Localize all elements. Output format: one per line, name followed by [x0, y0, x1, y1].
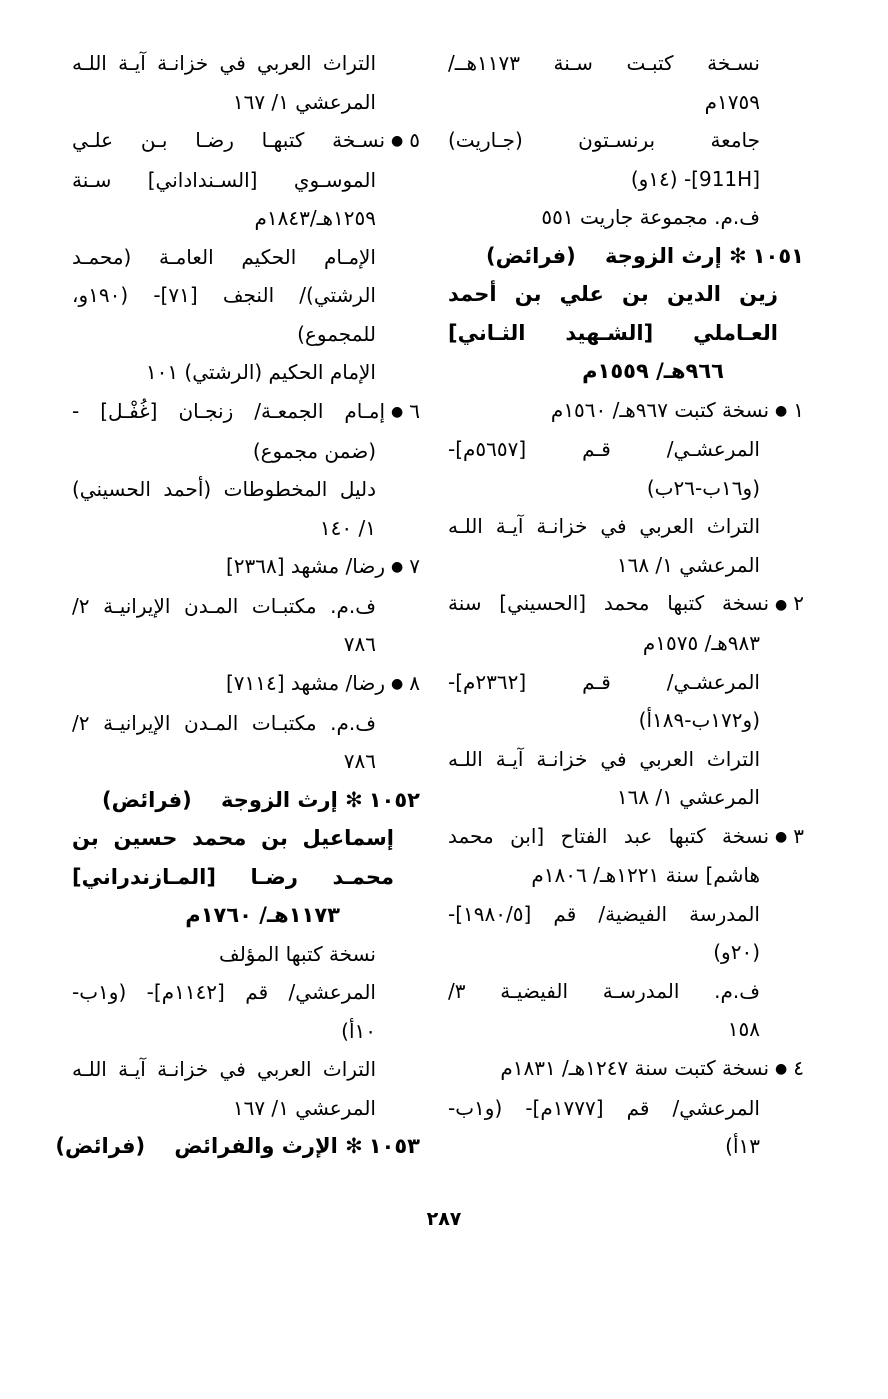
copy-item-1 — [448, 391, 804, 431]
text-line: [911H]- (١٤و) — [630, 166, 760, 191]
right-column — [448, 44, 804, 1166]
copy-item-4 — [448, 1049, 804, 1089]
text-line: المرعشي ١/ ١٦٨ — [616, 785, 760, 809]
item-text: رضا/ مشهد [٧١١٤] — [225, 670, 386, 695]
entry-title: إرث الزوجة — [221, 787, 338, 812]
text-line: ١٧٥٩م — [704, 89, 760, 114]
text-line: (و١٧٢ب-١٨٩أ) — [638, 708, 760, 732]
text-line: نسـخة كتبـت سـنة ١١٧٣هــ/ — [448, 51, 760, 75]
author-line: إسماعيل بن محمد حسين بن — [72, 826, 394, 850]
author-line: محمـد رضـا [المـازندراني] — [72, 864, 394, 889]
bullet-icon: ● — [775, 828, 788, 845]
text-line: (ضمن مجموع) — [252, 438, 376, 463]
text-line: الموسـوي [السـنداداني] سـنة — [72, 167, 376, 192]
item-number: ٢ — [793, 591, 804, 616]
item-number: ٨ — [409, 670, 420, 695]
text-line: التراث العربي في خزانـة آيـة اللـه — [448, 746, 760, 771]
entry-heading-1052 — [72, 781, 420, 820]
item-number: ٤ — [793, 1055, 804, 1080]
bullet-icon: ● — [775, 596, 788, 613]
text-line: المرعشي/ قم [١١٤٢م]- (و١ب- — [72, 980, 376, 1004]
text-line: ف.م. المدرسـة الفيضيـة ٣/ — [448, 978, 760, 1003]
text-line: التراث العربي في خزانـة آيـة اللـه — [72, 51, 376, 75]
text-line: المرعشي/ قم [١٧٧٧م]- (و١ب- — [448, 1095, 760, 1120]
text-line: ٧٨٦ — [343, 749, 376, 773]
text-line: المرعشـي/ قـم [٥٦٥٧م]- — [448, 437, 760, 462]
copy-item-7 — [72, 547, 420, 587]
author-dates: ١١٧٣هـ/ ١٧٦٠م — [185, 903, 340, 927]
entry-tag: (فرائض) — [102, 787, 192, 812]
text-line: نسخة كتبها المؤلف — [218, 941, 376, 966]
asterisk-mark: ✻ — [345, 1134, 363, 1158]
page-number: ٢٨٧ — [426, 1208, 462, 1230]
author-line: العـاملي [الشـهيد الثـاني] — [448, 320, 778, 345]
copy-item-3 — [448, 817, 804, 857]
entry-heading-1053 — [55, 1127, 420, 1166]
text-line: جامعة برنسـتون (جـاريت) — [448, 128, 760, 152]
text-line: ف.م. مكتبـات المـدن الإيرانيـة ٢/ — [72, 593, 376, 618]
text-line: ٧٨٦ — [343, 632, 376, 657]
bullet-icon: ● — [775, 1061, 788, 1077]
bullet-icon: ● — [775, 402, 788, 419]
text-line: المدرسة الفيضية/ قم [١٩٨٠/٥]- — [448, 901, 760, 926]
text-line: التراث العربي في خزانـة آيـة اللـه — [72, 1057, 376, 1081]
entry-number: ١٠٥٣ — [368, 1134, 420, 1158]
text-line: الرشتي)/ النجف [٧١]- (١٩٠و، — [72, 283, 376, 308]
copy-item-2 — [448, 584, 804, 624]
entry-number: ١٠٥٢ — [368, 787, 420, 812]
text-line: (٢٠و) — [713, 940, 760, 965]
item-text: نسخة كتبها عبد الفتاح [ابن محمد — [448, 823, 770, 848]
text-line: هاشم] سنة ١٢٢١هـ/ ١٨٠٦م — [531, 863, 760, 888]
item-text: رضا/ مشهد [٢٣٦٨] — [225, 554, 386, 578]
entry-tag: (فرائض) — [55, 1134, 146, 1158]
item-text: إمـام الجمعـة/ زنجـان [غُفْـل] - — [72, 398, 386, 423]
entry-tag: (فرائض) — [486, 243, 576, 268]
entry-title: إرث الزوجة — [605, 243, 722, 268]
text-line: ١٠أ) — [341, 1018, 376, 1043]
text-line: ف.م. مجموعة جاريت ٥٥١ — [541, 205, 760, 229]
copy-item-8 — [72, 664, 420, 704]
bullet-icon: ● — [391, 676, 404, 692]
text-line: المرعشي ١/ ١٦٧ — [232, 89, 376, 114]
bullet-icon: ● — [391, 133, 404, 150]
asterisk-mark: ✻ — [729, 243, 747, 268]
text-line: التراث العربي في خزانـة آيـة اللـه — [448, 514, 760, 539]
bullet-icon: ● — [391, 404, 404, 420]
author-line: زين الدين بن علي بن أحمد — [448, 282, 778, 306]
text-line: (و١٦ب-٢٦ب) — [646, 475, 760, 500]
item-number: ٣ — [793, 823, 804, 848]
text-line: ٩٨٣هـ/ ١٥٧٥م — [642, 631, 760, 655]
text-line: للمجموع) — [297, 321, 376, 346]
text-line: ١٥٨ — [727, 1017, 760, 1042]
text-line: الإمام الحكيم (الرشتي) ١٠١ — [145, 360, 376, 385]
copy-item-6 — [72, 392, 420, 432]
item-number: ٥ — [409, 128, 420, 152]
author-dates: ٩٦٦هـ/ ١٥٥٩م — [582, 359, 724, 383]
bullet-icon: ● — [391, 559, 404, 576]
text-line: المرعشي ١/ ١٦٧ — [232, 1095, 376, 1120]
item-number: ٦ — [409, 398, 420, 423]
left-column — [55, 44, 420, 1166]
text-line: المرعشـي/ قـم [٢٣٦٢م]- — [448, 669, 760, 694]
asterisk-mark: ✻ — [345, 787, 363, 812]
text-line: ف.م. مكتبـات المـدن الإيرانيـة ٢/ — [72, 710, 376, 735]
copy-item-5 — [72, 121, 420, 161]
text-line: المرعشي ١/ ١٦٨ — [616, 552, 760, 577]
entry-heading-1051 — [448, 237, 804, 276]
entry-number: ١٠٥١ — [752, 243, 804, 268]
text-line: ١٢٥٩هـ/١٨٤٣م — [254, 206, 376, 231]
item-text: نسخة كتبت ٩٦٧هـ/ ١٥٦٠م — [550, 397, 770, 422]
text-line: ١/ ١٤٠ — [319, 515, 376, 540]
entry-title: الإرث والفرائض — [174, 1134, 338, 1158]
item-number: ١ — [793, 397, 804, 422]
text-line: ١٣أ) — [725, 1134, 760, 1158]
item-text: نسـخة كتبهـا رضـا بـن علـي — [72, 128, 386, 152]
item-number: ٧ — [409, 554, 420, 578]
text-line: الإمـام الحكيم العامـة (محمـد — [72, 244, 376, 269]
text-line: دليل المخطوطات (أحمد الحسيني) — [72, 477, 376, 501]
item-text: نسخة كتبت سنة ١٢٤٧هـ/ ١٨٣١م — [500, 1055, 770, 1080]
item-text: نسخة كتبها محمد [الحسيني] سنة — [448, 591, 770, 616]
